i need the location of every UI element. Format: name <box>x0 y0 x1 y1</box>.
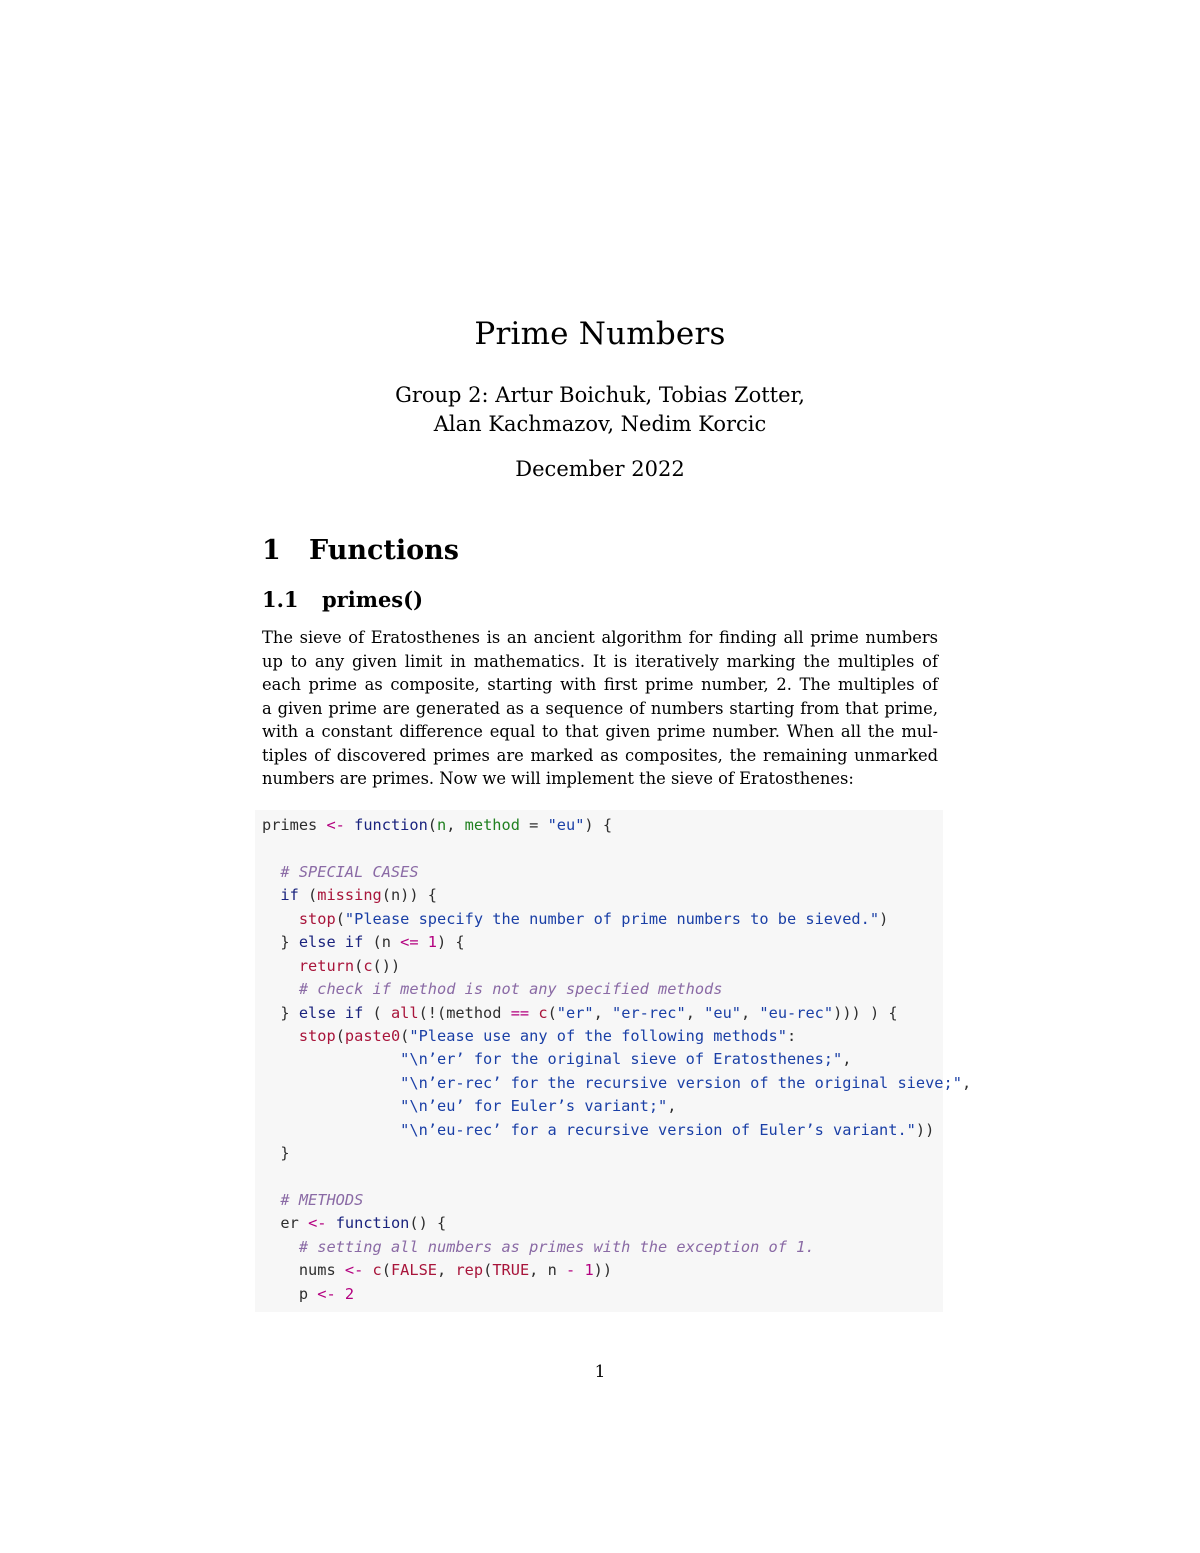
code-text: , <box>446 816 465 834</box>
code-line <box>262 978 971 1001</box>
code-text: )) <box>915 1120 935 1139</box>
code-keyword: function <box>354 816 428 834</box>
code-line <box>262 1236 971 1259</box>
authors-line-1: Group 2: Artur Boichuk, Tobias Zotter, <box>395 383 805 407</box>
code-text <box>363 1261 372 1279</box>
code-text: , <box>667 1097 677 1116</box>
code-function: rep <box>455 1261 484 1280</box>
code-comment: # setting all numbers as primes with the exception of 1. <box>298 1237 815 1256</box>
section-heading <box>262 533 459 569</box>
code-text: (!(method <box>418 1003 511 1022</box>
code-text <box>262 1121 400 1139</box>
code-text: = <box>519 816 548 834</box>
paper-title: Prime Numbers <box>474 316 726 352</box>
code-text: ( <box>354 956 364 975</box>
code-function: c <box>363 956 373 975</box>
code-line <box>262 1166 971 1189</box>
code-text: ))) <box>833 1003 861 1022</box>
code-string: "\n’er’ for the original sieve of Eratosthenes;" <box>400 1050 843 1069</box>
code-keyword: function <box>335 1214 410 1233</box>
code-text: , <box>961 1073 972 1092</box>
code-text: () { <box>409 1214 447 1233</box>
code-operator: <- <box>326 816 345 834</box>
code-text: ) <box>879 909 889 928</box>
code-line <box>262 1072 971 1095</box>
code-keyword: else if <box>298 933 364 952</box>
code-operator: <- <box>308 1214 327 1233</box>
code-string: "\n’eu-rec’ for a recursive version of Euler’s variant." <box>400 1120 916 1139</box>
code-number: 1 <box>584 1261 594 1280</box>
code-function: c <box>372 1261 382 1280</box>
code-line <box>262 1119 971 1142</box>
code-function: stop <box>298 1026 336 1045</box>
code-function: c <box>538 1003 548 1022</box>
authors-line-2: Alan Kachmazov, Nedim Korcic <box>433 412 767 436</box>
code-text <box>262 1238 299 1256</box>
code-text: nums <box>262 1261 345 1280</box>
code-string: "eu-rec" <box>759 1003 834 1022</box>
code-line <box>262 1025 971 1048</box>
code-keyword: else if <box>298 1003 364 1022</box>
code-line <box>262 1283 971 1306</box>
code-text <box>262 1074 400 1092</box>
code-operator: <- <box>344 1261 364 1280</box>
code-number: 2 <box>344 1284 355 1303</box>
code-text: ( <box>363 1003 391 1022</box>
code-text <box>262 1027 299 1045</box>
code-operator: <- <box>317 1284 336 1303</box>
code-text <box>529 1004 538 1022</box>
code-text: ( <box>381 1261 391 1280</box>
code-text <box>262 957 299 975</box>
code-text: (n)) { <box>381 886 437 905</box>
code-string: "\n’er-rec’ for the recursive version of the original sieve;" <box>400 1073 962 1092</box>
code-text: , <box>437 1261 456 1280</box>
code-text: (n <box>363 933 401 952</box>
code-line <box>262 908 971 931</box>
code-line <box>262 1142 971 1165</box>
page-number: 1 <box>594 1362 606 1382</box>
code-function: TRUE <box>492 1261 530 1280</box>
subsection-number: 1.1 <box>262 587 299 612</box>
code-text: ( <box>547 1003 557 1022</box>
code-text: ) { <box>437 933 465 952</box>
subsection-heading <box>262 586 423 614</box>
code-text: , n <box>529 1261 566 1280</box>
code-text: ) { <box>584 816 613 834</box>
paragraph-line: with a constant difference equal to that given prime number. When all the mul- <box>262 722 938 741</box>
paragraph-line: tiples of discovered primes are marked as composites, the remaining unmarked <box>262 745 938 765</box>
code-line <box>262 884 971 907</box>
code-line <box>262 814 971 837</box>
code-text <box>326 1214 335 1232</box>
code-text <box>262 980 299 998</box>
code-keyword: if <box>280 886 299 905</box>
code-block <box>255 810 972 1312</box>
paragraph-line: numbers are primes. Now we will implement the sieve of Eratosthenes: <box>262 769 854 788</box>
code-line <box>262 1048 971 1071</box>
code-comment: # METHODS <box>280 1191 364 1209</box>
code-text: ()) <box>372 956 401 975</box>
section-number: 1 <box>262 535 281 566</box>
code-line <box>262 1189 971 1212</box>
paragraph-line: each prime as composite, starting with first prime number, 2. The multiples of <box>262 675 938 694</box>
code-function: stop <box>298 909 336 928</box>
paragraph-line: a given prime are generated as a sequence of numbers starting from that prime, <box>262 698 938 718</box>
paper-date: December 2022 <box>515 457 685 481</box>
code-function: paste0 <box>344 1026 401 1045</box>
code-text: primes <box>262 816 327 834</box>
code-text: ( <box>400 1026 410 1045</box>
code-function: all <box>390 1003 419 1022</box>
code-string: "eu" <box>547 816 585 834</box>
code-operator: <= <box>400 933 419 952</box>
code-text <box>419 933 428 951</box>
code-string: "er-rec" <box>612 1003 686 1022</box>
author-list <box>0 381 1200 439</box>
code-function: FALSE <box>390 1261 438 1280</box>
section-title: Functions <box>309 535 459 566</box>
code-text <box>345 816 354 834</box>
code-lines <box>262 814 971 1306</box>
code-line <box>262 1095 971 1118</box>
code-text: ( <box>335 909 345 928</box>
code-operator: == <box>510 1003 530 1022</box>
code-text: ( <box>427 816 438 834</box>
code-argument: n <box>437 816 447 834</box>
subsection-title: primes() <box>322 587 424 612</box>
code-string: "Please specify the number of prime numbers to be sieved." <box>344 909 880 928</box>
code-text <box>262 1191 280 1209</box>
code-text: , <box>593 1003 613 1022</box>
code-text <box>262 863 280 881</box>
code-comment: # SPECIAL CASES <box>280 862 419 881</box>
code-function: return <box>298 956 355 975</box>
code-text: : <box>786 1026 797 1045</box>
code-function: missing <box>317 886 382 905</box>
code-argument: method <box>464 816 520 834</box>
body-paragraph <box>262 626 938 791</box>
code-number: 1 <box>427 933 438 952</box>
code-text: , <box>842 1050 852 1069</box>
code-line <box>262 955 971 978</box>
code-text <box>262 910 299 928</box>
code-text: , <box>685 1003 705 1022</box>
code-text: , <box>741 1003 760 1022</box>
code-text: ( <box>335 1026 345 1045</box>
code-text <box>262 1097 400 1115</box>
paragraph-line: up to any given limit in mathematics. It is iteratively marking the multiples of <box>262 651 938 671</box>
code-line <box>262 1259 971 1282</box>
code-text: } <box>262 1144 290 1163</box>
code-line <box>262 861 971 884</box>
code-string: "Please use any of the following methods" <box>409 1026 787 1045</box>
code-text <box>262 886 280 904</box>
code-text: ) { <box>860 1003 898 1022</box>
code-text <box>262 1050 400 1068</box>
code-text: ( <box>483 1261 493 1280</box>
code-line <box>262 837 971 860</box>
code-string: "eu" <box>704 1003 741 1022</box>
code-comment: # check if method is not any specified methods <box>298 980 723 999</box>
code-text <box>336 1285 345 1303</box>
code-operator: - <box>566 1261 576 1280</box>
code-text: )) <box>593 1261 613 1280</box>
code-string: "\n’eu’ for Euler’s variant;" <box>400 1097 668 1116</box>
paragraph-line: The sieve of Eratosthenes is an ancient algorithm for finding all prime numbers <box>262 628 938 647</box>
code-line <box>262 1002 971 1025</box>
code-text: p <box>262 1284 318 1303</box>
code-line <box>262 931 971 954</box>
code-string: "er" <box>556 1003 594 1022</box>
code-text: er <box>262 1214 309 1233</box>
code-text: } <box>262 933 299 952</box>
code-line <box>262 1212 971 1235</box>
code-text: } <box>262 1003 299 1022</box>
code-text: ( <box>298 886 318 905</box>
